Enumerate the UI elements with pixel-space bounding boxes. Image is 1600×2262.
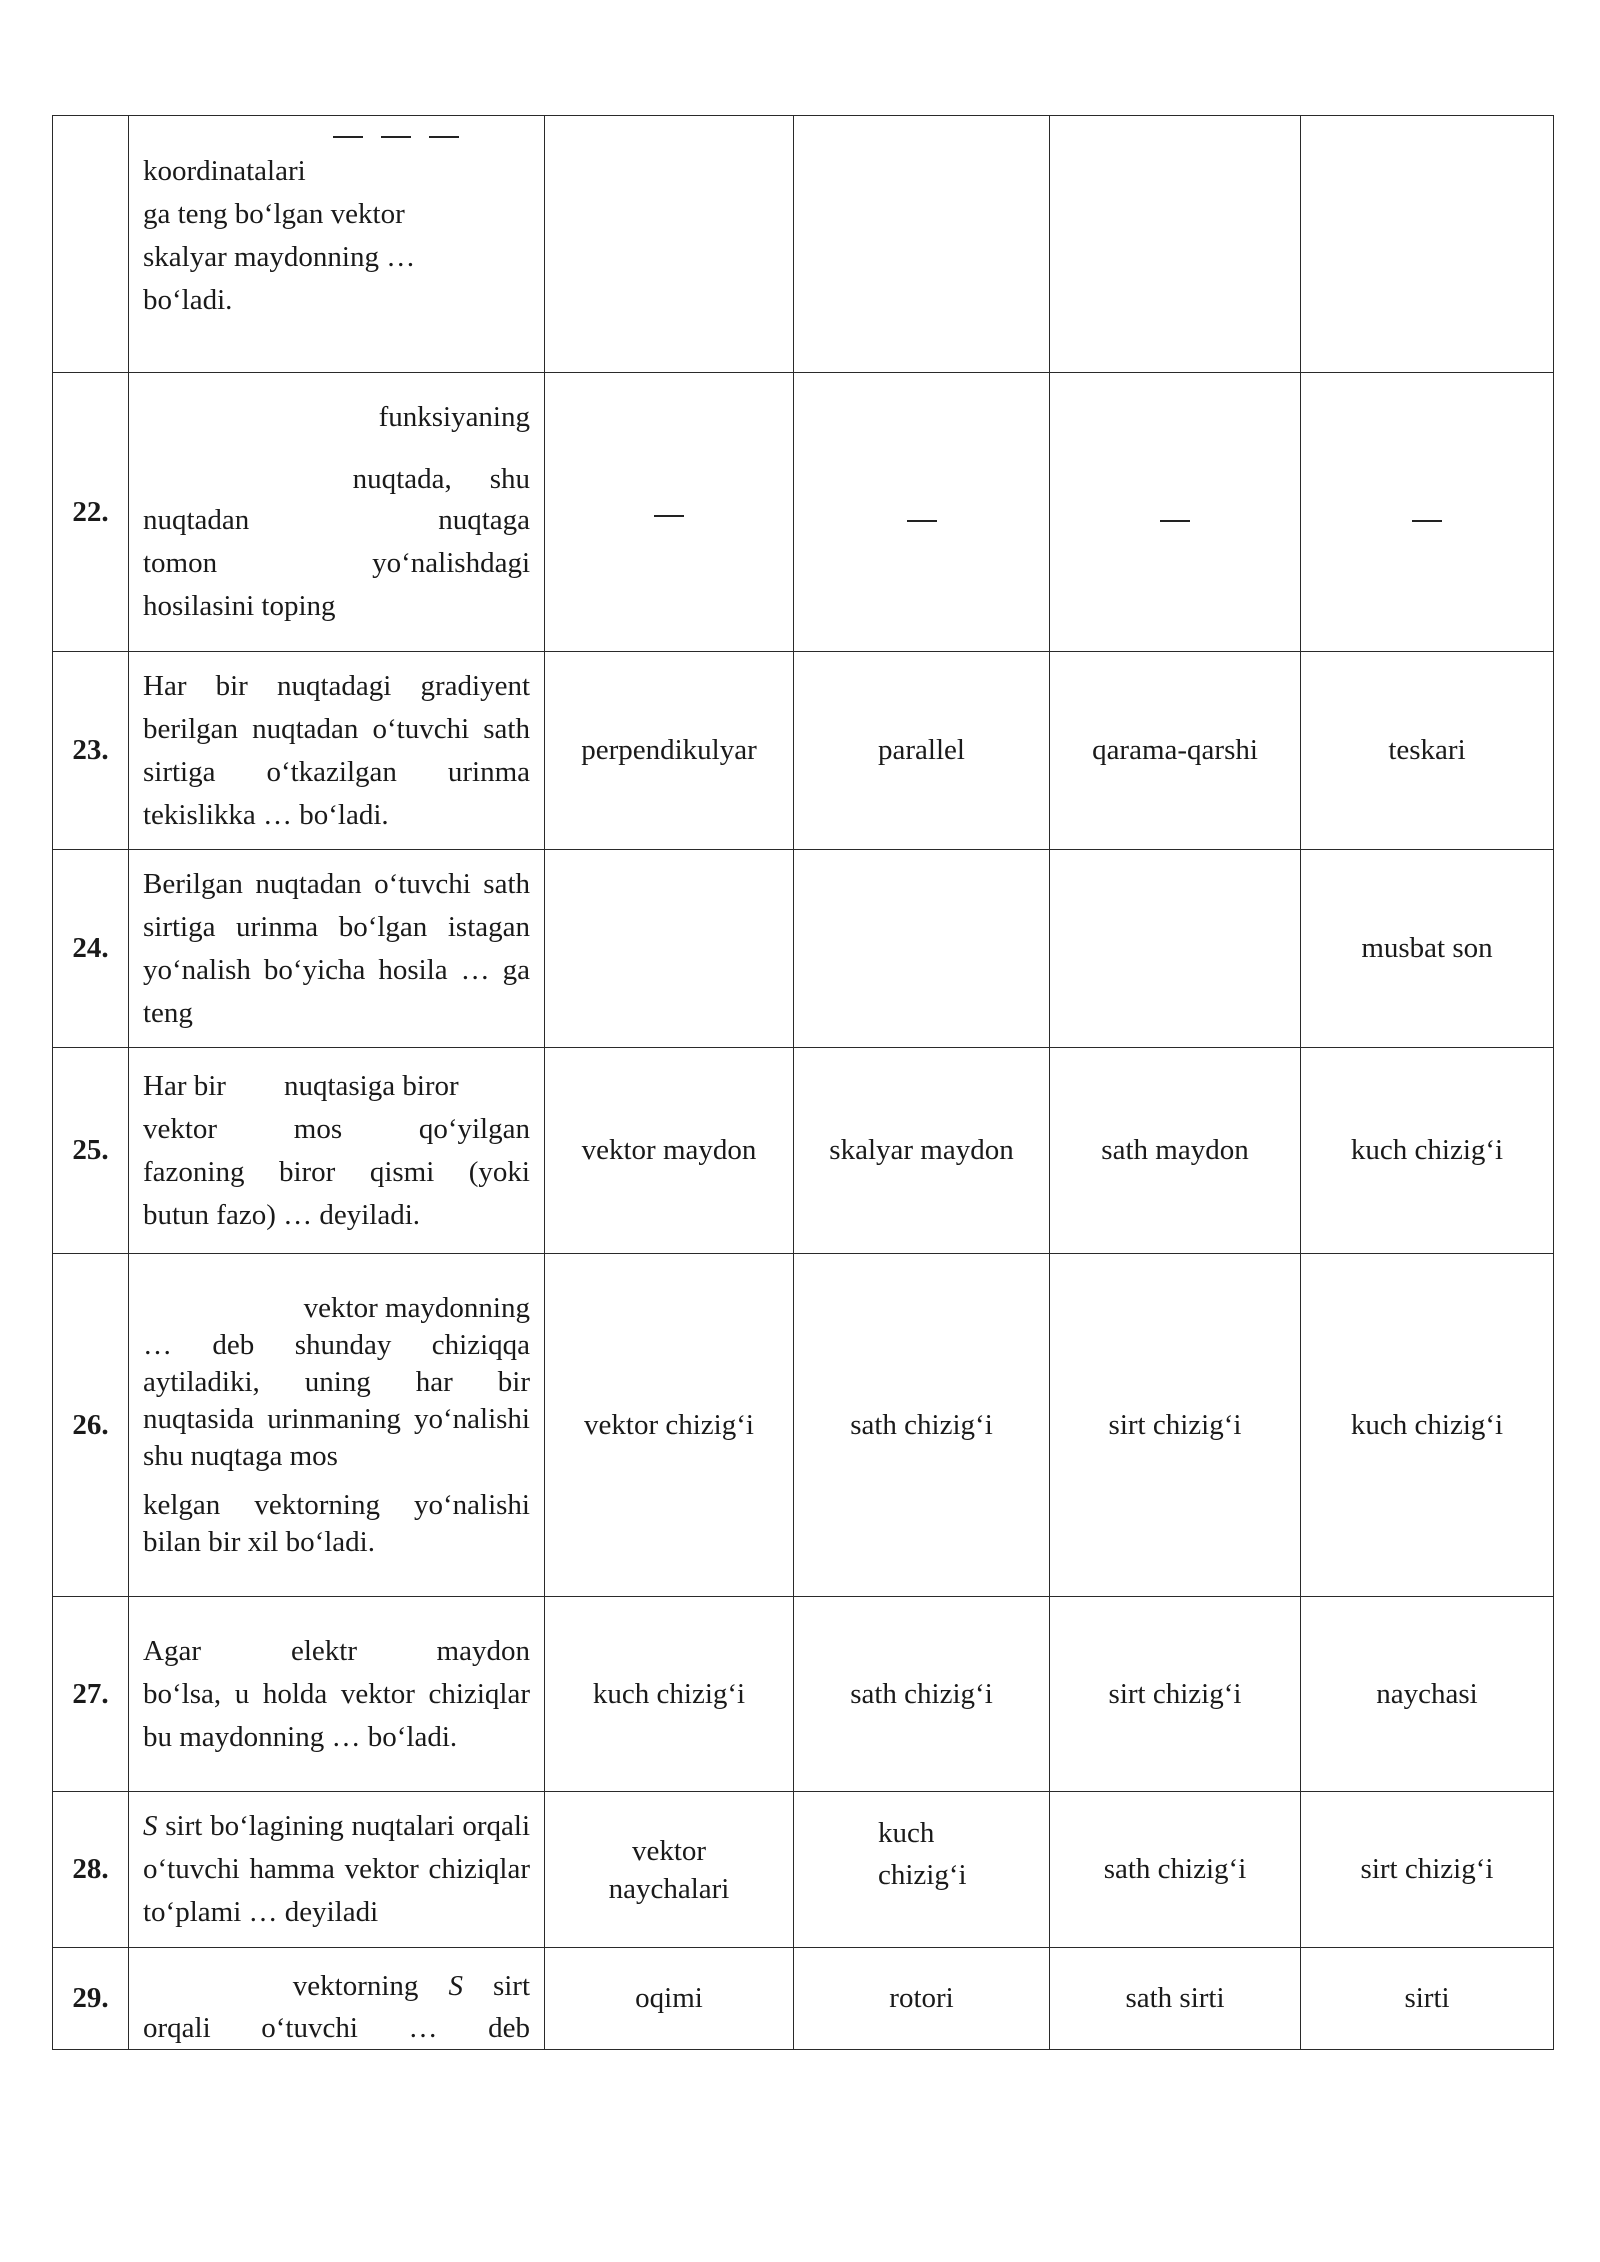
question-line: nuqtada, shu xyxy=(352,463,530,495)
answer-c: qarama-qarshi xyxy=(1050,652,1301,850)
answer-c: sath sirti xyxy=(1050,1948,1301,2050)
question-cell xyxy=(129,1792,545,1948)
question-variable: S xyxy=(143,1810,158,1842)
answer-d: musbat son xyxy=(1301,850,1554,1048)
answer-b xyxy=(794,850,1050,1048)
answer-d: sirt chizig‘i xyxy=(1301,1792,1554,1948)
question-line: bo‘lsa, u holda vektor chiziqlar bu maydonning … bo‘ladi. xyxy=(143,1677,530,1753)
row-number: 23. xyxy=(53,652,129,850)
table-row xyxy=(53,116,1554,373)
question-line: koordinatalari xyxy=(143,155,306,187)
question-cell: Har bir nuqtadagi gradiyent berilgan nuqtadan o‘tuvchi sath sirtiga o‘tkazilgan urinma tekislikka … bo‘ladi. xyxy=(129,652,545,850)
answer-a xyxy=(545,850,794,1048)
answer-d: sirti xyxy=(1301,1948,1554,2050)
answer-b: parallel xyxy=(794,652,1050,850)
question-line: hosilasini toping xyxy=(143,590,336,622)
answer-a: vektor naychalari xyxy=(545,1792,794,1948)
question-cell xyxy=(129,1948,545,2050)
row-number: 27. xyxy=(53,1597,129,1792)
question-line: ga teng bo‘lgan vektor xyxy=(143,198,405,230)
question-cell xyxy=(129,1254,545,1597)
answer-d xyxy=(1301,116,1554,373)
answer-d xyxy=(1301,373,1554,652)
question-line: vektorning S sirt xyxy=(292,1970,530,2002)
table-row xyxy=(53,1792,1554,1948)
question-line: vektor maydonning xyxy=(303,1291,530,1324)
question-cell xyxy=(129,1048,545,1254)
table-row xyxy=(53,652,1554,850)
table-row xyxy=(53,850,1554,1048)
question-line: Agar elektr maydon xyxy=(143,1634,530,1667)
answer-c xyxy=(1050,116,1301,373)
row-number xyxy=(53,116,129,373)
answer-a xyxy=(545,116,794,373)
question-line: orqali o‘tuvchi … deb xyxy=(143,2012,530,2044)
question-cell: Berilgan nuqtadan o‘tuvchi sath sirtiga urinma bo‘lgan istagan yo‘nalish bo‘yicha hosila … ga teng xyxy=(129,850,545,1048)
question-line: butun fazo) … deyiladi. xyxy=(143,1198,421,1231)
answer-b: sath chizig‘i xyxy=(794,1254,1050,1597)
answer-c xyxy=(1050,373,1301,652)
answer-c xyxy=(1050,850,1301,1048)
question-line: bo‘ladi. xyxy=(143,284,233,316)
answer-c: sirt chizig‘i xyxy=(1050,1597,1301,1792)
answer-c: sath chizig‘i xyxy=(1050,1792,1301,1948)
answer-a: vektor chizig‘i xyxy=(545,1254,794,1597)
answer-c: sirt chizig‘i xyxy=(1050,1254,1301,1597)
answer-b: sath chizig‘i xyxy=(794,1597,1050,1792)
table-row xyxy=(53,1048,1554,1254)
answer-d: naychasi xyxy=(1301,1597,1554,1792)
answer-b xyxy=(794,116,1050,373)
table-row xyxy=(53,1254,1554,1597)
answer-d: kuch chizig‘i xyxy=(1301,1254,1554,1597)
answer-a: kuch chizig‘i xyxy=(545,1597,794,1792)
answer-c: sath maydon xyxy=(1050,1048,1301,1254)
table-row xyxy=(53,1948,1554,2050)
answer-a: perpendikulyar xyxy=(545,652,794,850)
answer-d: teskari xyxy=(1301,652,1554,850)
answer-b: rotori xyxy=(794,1948,1050,2050)
question-line: Har bir nuqtasiga biror xyxy=(143,1069,459,1102)
answer-a: oqimi xyxy=(545,1948,794,2050)
question-line: tomon yo‘nalishdagi xyxy=(143,547,530,579)
question-line: skalyar maydonning … xyxy=(143,241,416,273)
question-cell xyxy=(129,116,545,373)
answer-b: kuch chizig‘i xyxy=(794,1792,1050,1948)
question-line: … deb shunday chiziqqa aytiladiki, uning har bir nuqtasida urinmaning yo‘nalishi shu nuqtaga mos xyxy=(143,1328,530,1472)
answer-b: skalyar maydon xyxy=(794,1048,1050,1254)
answer-b xyxy=(794,373,1050,652)
answer-a: vektor maydon xyxy=(545,1048,794,1254)
row-number: 25. xyxy=(53,1048,129,1254)
question-line: kelgan vektorning yo‘nalishi bilan bir xil bo‘ladi. xyxy=(143,1488,530,1558)
formula-dashes xyxy=(143,116,530,150)
test-table xyxy=(52,115,1554,2050)
table-row xyxy=(53,1597,1554,1792)
question-line: vektor mos qo‘yilgan xyxy=(143,1112,530,1145)
question-text: sirt bo‘lagining nuqtalari orqali o‘tuvchi hamma vektor chiziqlar to‘plami … deyiladi xyxy=(143,1810,530,1928)
question-cell xyxy=(129,373,545,652)
question-line: fazoning biror qismi (yoki xyxy=(143,1155,530,1188)
row-number: 28. xyxy=(53,1792,129,1948)
question-line: nuqtadan nuqtaga xyxy=(143,504,530,536)
table-row xyxy=(53,373,1554,652)
answer-d: kuch chizig‘i xyxy=(1301,1048,1554,1254)
row-number: 29. xyxy=(53,1948,129,2050)
question-line: funksiyaning xyxy=(378,401,530,433)
answer-a xyxy=(545,373,794,652)
row-number: 22. xyxy=(53,373,129,652)
question-cell xyxy=(129,1597,545,1792)
row-number: 26. xyxy=(53,1254,129,1597)
row-number: 24. xyxy=(53,850,129,1048)
